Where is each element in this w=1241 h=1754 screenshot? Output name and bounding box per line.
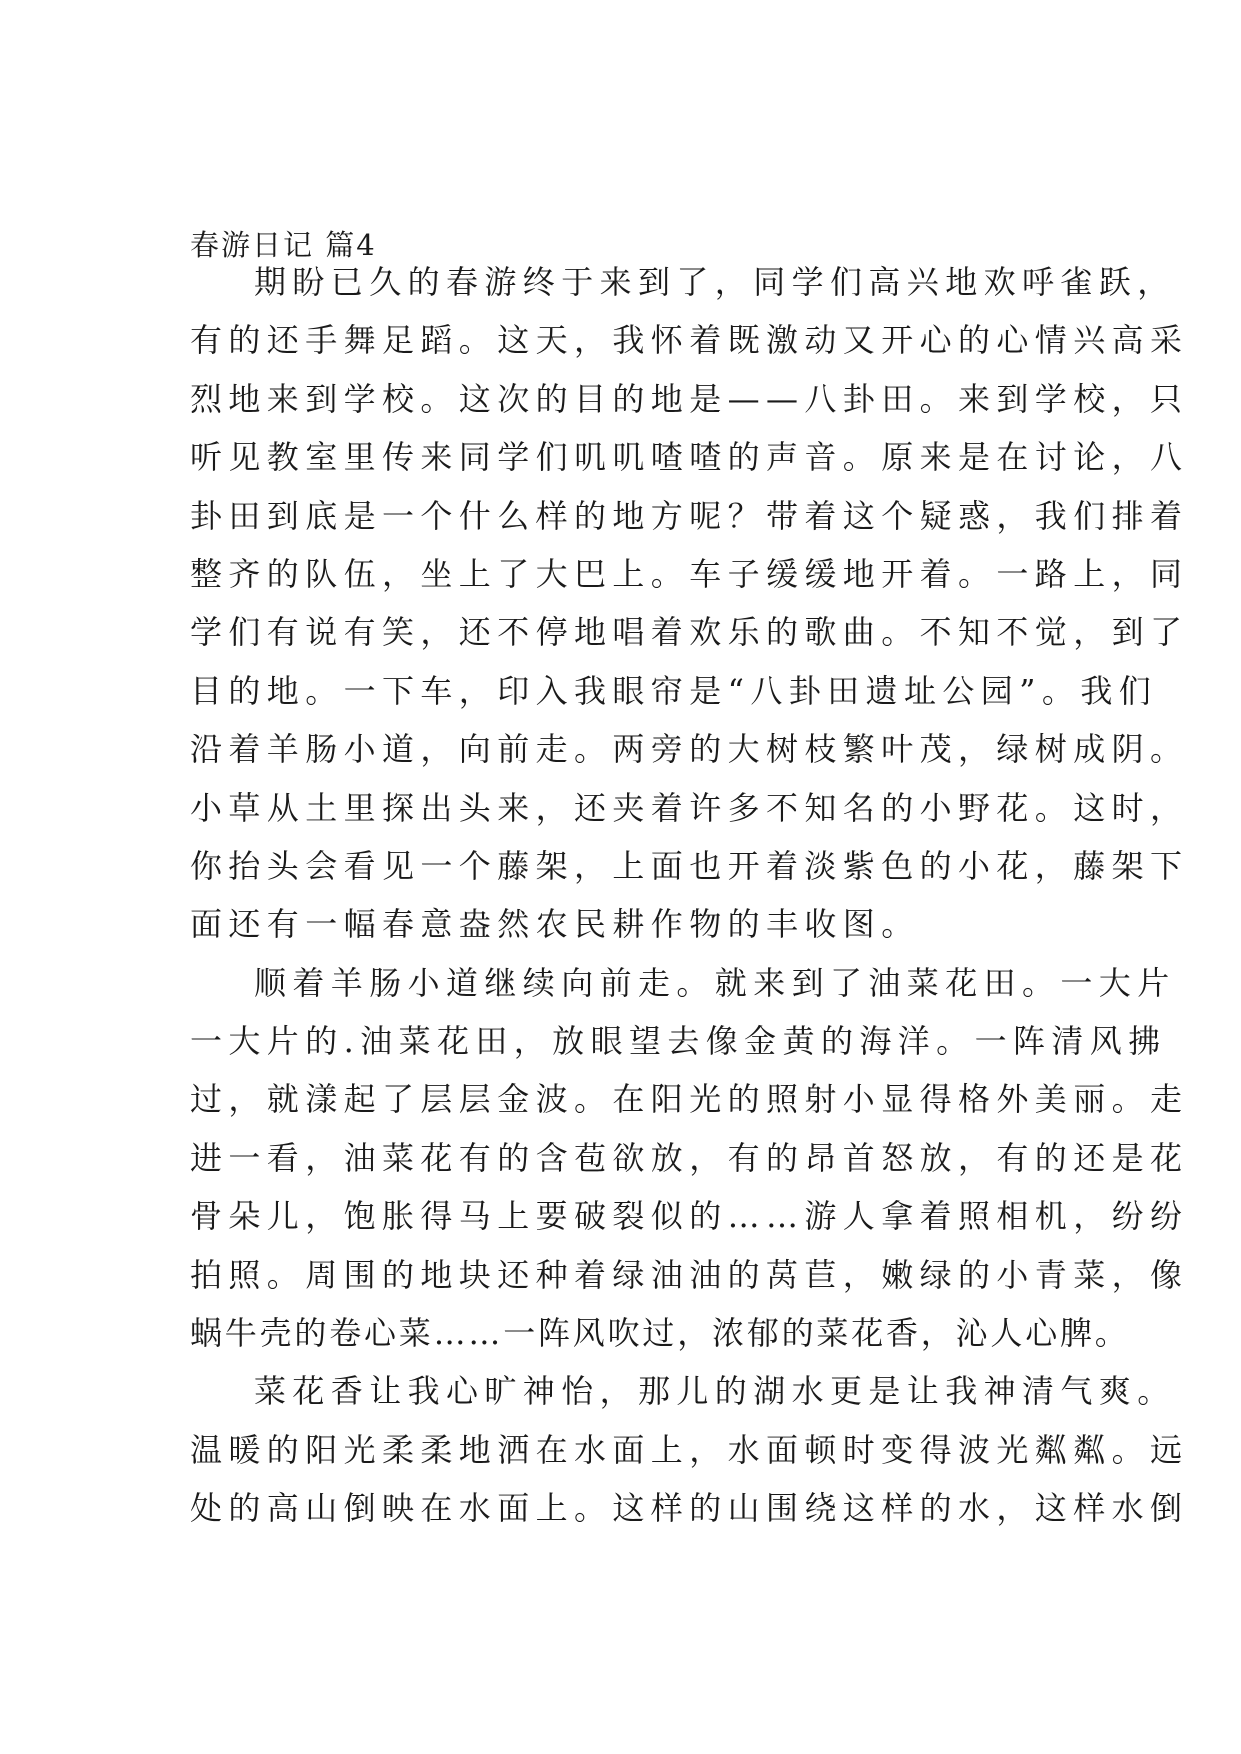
text-line: 学们有说有笑，还不停地唱着欢乐的歌曲。不知不觉，到了 — [190, 613, 1189, 652]
text-line: 处的高山倒映在水面上。这样的山围绕这样的水，这样水倒 — [190, 1489, 1189, 1528]
text-line: 卦田到底是一个什么样的地方呢？带着这个疑惑，我们排着 — [190, 496, 1189, 535]
text-line: 有的还手舞足蹈。这天，我怀着既激动又开心的心情兴高采 — [190, 321, 1189, 360]
text-line: 烈地来到学校。这次的目的地是——八卦田。来到学校，只 — [190, 379, 1189, 418]
text-line: 期盼已久的春游终于来到了，同学们高兴地欢呼雀跃， — [254, 263, 1176, 301]
text-line: 整齐的队伍，坐上了大巴上。车子缓缓地开着。一路上，同 — [190, 554, 1189, 593]
text-line: 顺着羊肠小道继续向前走。就来到了油菜花田。一大片 — [254, 963, 1176, 1002]
text-line: 沿着羊肠小道，向前走。两旁的大树枝繁叶茂，绿树成阴。 — [190, 730, 1189, 769]
text-line: 菜花香让我心旷神怡，那儿的湖水更是让我神清气爽。 — [254, 1372, 1176, 1411]
text-line: 蜗牛壳的卷心菜……一阵风吹过，浓郁的菜花香，沁人心脾。 — [190, 1314, 1130, 1353]
text-line: 你抬头会看见一个藤架，上面也开着淡紫色的小花，藤架下 — [190, 846, 1189, 885]
text-line: 温暖的阳光柔柔地洒在水面上，水面顿时变得波光粼粼。远 — [190, 1430, 1189, 1469]
text-line: 骨朵儿，饱胀得马上要破裂似的……游人拿着照相机，纷纷 — [190, 1197, 1189, 1236]
text-line: 小草从土里探出头来，还夹着许多不知名的小野花。这时， — [190, 788, 1189, 827]
text-line: 进一看，油菜花有的含苞欲放，有的昂首怒放，有的还是花 — [190, 1138, 1189, 1177]
text-line: 拍照。周围的地块还种着绿油油的莴苣，嫩绿的小青菜，像 — [190, 1255, 1189, 1294]
text-line: 目的地。一下车，印入我眼帘是“八卦田遗址公园”。我们 — [190, 671, 1158, 710]
text-line: 面还有一幅春意盎然农民耕作物的丰收图。 — [190, 905, 920, 944]
text-line: 听见教室里传来同学们叽叽喳喳的声音。原来是在讨论，八 — [190, 438, 1189, 477]
text-line: 过，就漾起了层层金波。在阳光的照射小显得格外美丽。走 — [190, 1080, 1189, 1119]
document-body — [190, 253, 1189, 1538]
text-line: 一大片的.油菜花田，放眼望去像金黄的海洋。一阵清风拂 — [190, 1022, 1167, 1061]
document-title: 春游日记 篇4 — [190, 228, 377, 262]
